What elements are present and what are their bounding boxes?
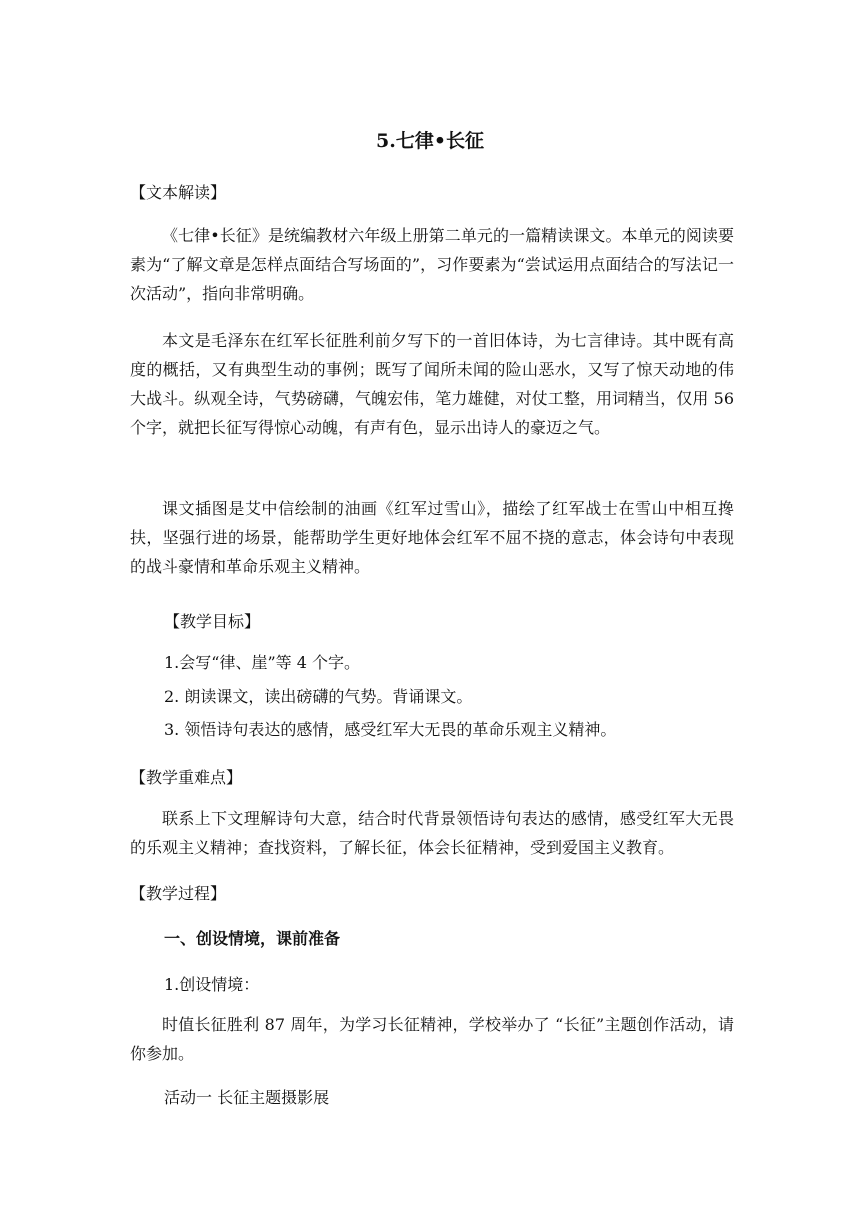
activity-one: 活动一 长征主题摄影展 [164,1088,330,1107]
paragraph-key-points: 联系上下文理解诗句大意，结合时代背景领悟诗句表达的感情，感受红军大无畏的乐观主义精神；查找资料，了解长征，体会长征精神，受到爱国主义教育。 [130,809,734,857]
paragraph-process: 时值长征胜利 87 周年，为学习长征精神，学校举办了 “长征”主题创作活动，请你参加。 [130,1015,734,1063]
section-heading-key-points: 【教学重难点】 [130,768,243,787]
goal-item-2: 2. 朗读课文，读出磅礴的气势。背诵课文。 [164,687,473,706]
paragraph-text-reading-2: 本文是毛泽东在红军长征胜利前夕写下的一首旧体诗，为七言律诗。其中既有高度的概括，又有典型生动的事例；既写了闻所未闻的险山恶水，又写了惊天动地的伟大战斗。纵观全诗，气势磅礴，气魄宏伟，笔力雄健，对仗工整，用词精当，仅用 56 个字，就把长征写得惊心动魄，有声有色，显示出诗人的豪迈之气。 [130,331,734,437]
section-heading-goals: 【教学目标】 [164,612,261,631]
section-heading-text-reading: 【文本解读】 [130,183,227,202]
section-heading-process: 【教学过程】 [130,884,227,903]
paragraph-text-reading-3: 课文插图是艾中信绘制的油画《红军过雪山》，描绘了红军战士在雪山中相互搀扶，坚强行进的场景，能帮助学生更好地体会红军不屈不挠的意志，体会诗句中表现的战斗豪情和革命乐观主义精神。 [130,499,734,576]
document-title: 5.七律•长征 [376,130,484,152]
process-subheading: 一、创设情境，课前准备 [164,929,341,948]
goal-item-1: 1.会写“律、崖”等 4 个字。 [164,653,360,672]
goal-item-3: 3. 领悟诗句表达的感情，感受红军大无畏的革命乐观主义精神。 [164,720,617,739]
paragraph-text-reading-1: 《七律•长征》是统编教材六年级上册第二单元的一篇精读课文。本单元的阅读要素为“了解文章是怎样点面结合写场面的”，习作要素为“尝试运用点面结合的写法记一次活动”，指向非常明确。 [130,226,734,303]
process-step-1: 1.创设情境： [164,975,260,994]
